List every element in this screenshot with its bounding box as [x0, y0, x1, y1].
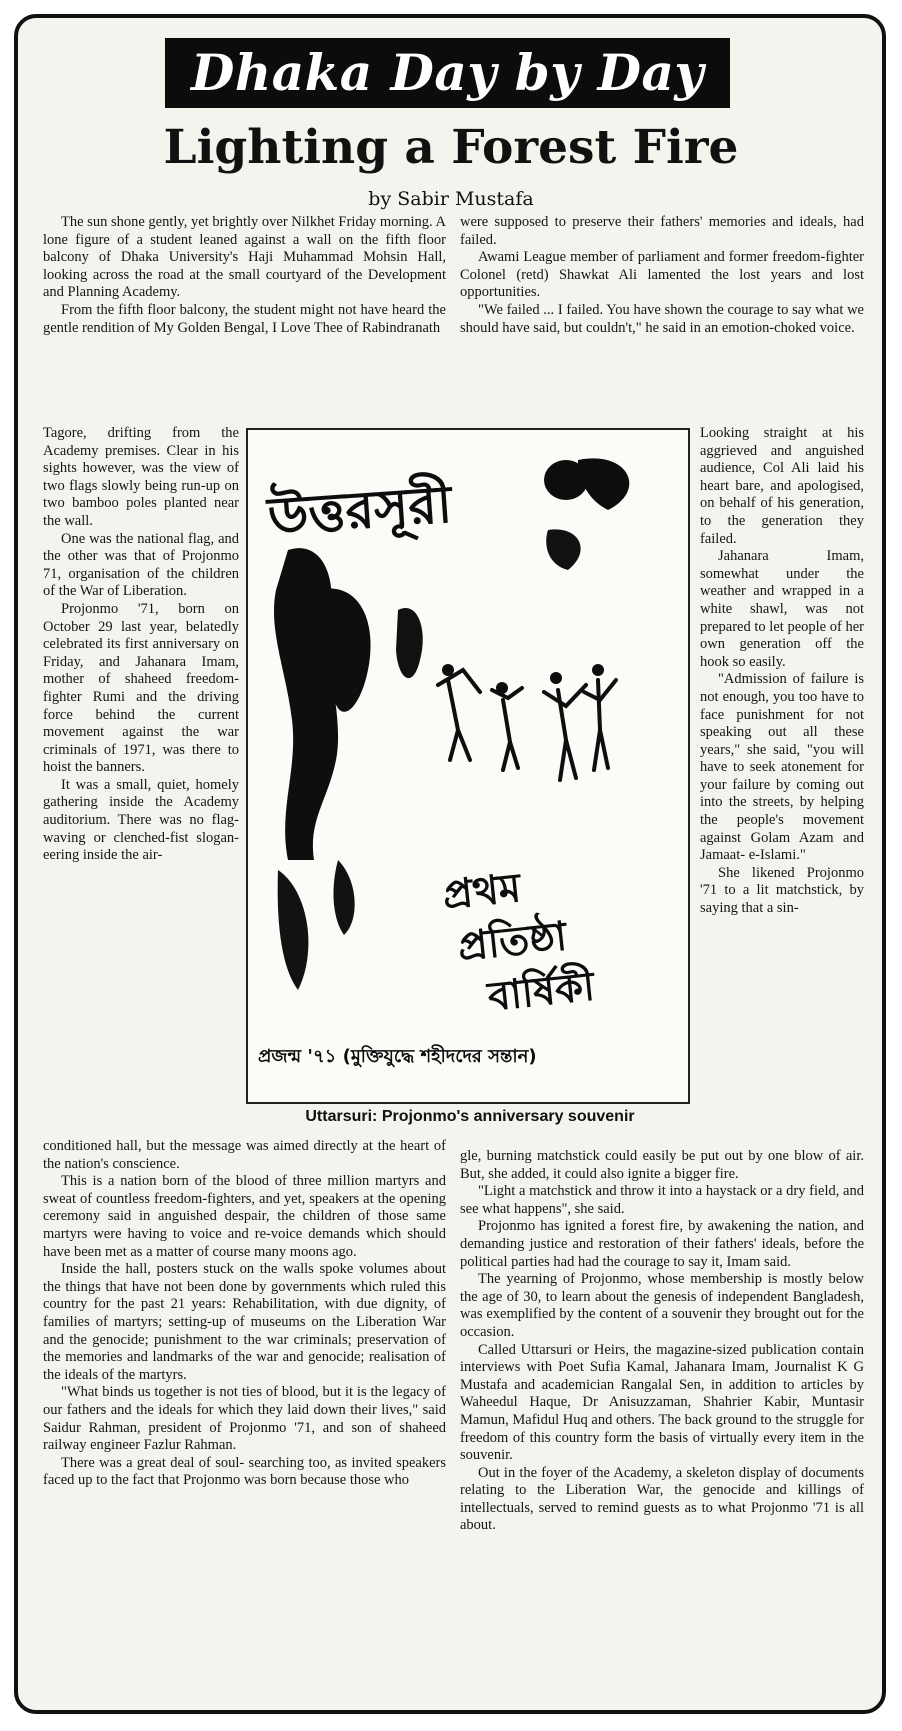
col2-narrow-text	[700, 425, 864, 918]
paragraph: Projonmo '71, born on October 29 last year, belatedly celebrated its first anniversary on Friday, and Jahanara Imam, mother of shaheed freedom-fighter Rumi and the driving force behind the current movement against the war criminals of 1971, was there to hoist the banners.	[43, 600, 239, 776]
paragraph: She likened Projonmo '71 to a lit matchstick, by saying that a sin-	[700, 864, 864, 917]
paragraph: Called Uttarsuri or Heirs, the magazine-sized publication contain interviews with Poet Sufia Kamal, Jahanara Imam, Journalist K G Mustafa and academician Rangalal Sen, in addition to articles by Waheedul Haque, Dr Anisuzzaman, Shahrier Kabir, Muntasir Mamun, Mafidul Huq and others. The back ground to the struggle for freedom of this country form the basis of virtually every item in the souvenir.	[460, 1341, 864, 1464]
paragraph: Inside the hall, posters stuck on the walls spoke volumes about the things that have not been done by governments which ruled this country for the past 21 years: Rehabilitation, with due dignity, of families of martyrs; setting-up of museums on the Liberation War and the genocide; punishment to the war criminals; preservation of the memories and landmarks of the war and genocide; realisation of the ideals of the martyrs.	[43, 1261, 446, 1383]
poster-subtitle-line3: বার্ষিকী	[485, 963, 597, 1021]
paragraph: Jahanara Imam, somewhat under the weather and wrapped in a white shawl, was not prepared to let people of her own generation off the hook so easily.	[700, 548, 864, 670]
paragraph: It was a small, quiet, homely gathering inside the Academy auditorium. There was no flag-waving or clenched-fist slogan-eering inside the air-	[43, 776, 239, 864]
col1-bottom-text	[43, 1138, 446, 1490]
paragraph: "We failed ... I failed. You have shown the courage to say what we should have said, but couldn't," he said in an emotion-choked voice.	[460, 301, 864, 336]
souvenir-poster-image	[246, 428, 690, 1104]
headline: Lighting a Forest Fire	[163, 120, 739, 175]
paragraph: Looking straight at his aggrieved and anguished audience, Col Ali laid his heart bare, and apologised, on behalf of his generation, to the generation they failed.	[700, 425, 864, 547]
poster-footer: প্রজন্ম '৭১ (মুক্তিযুদ্ধে শহীদদের সন্তান)	[258, 1046, 537, 1067]
paragraph: This is a nation born of the blood of three million martyrs and sweat of countless freedom-fighters, and yet, speakers at the opening ceremony said in anguished despair, the children of those same martyrs were having to voice and re-voice demands which should have been met as a matter of course many moons ago.	[43, 1173, 446, 1260]
paragraph: "What binds us together is not ties of blood, but it is the legacy of our fathers and the ideals for which they laid down their lives," said Saidur Rahman, president of Projonmo '71, and son of shaheed railway engineer Fazlur Rahman.	[43, 1384, 446, 1454]
paragraph: Awami League member of parliament and former freedom-fighter Colonel (retd) Shawkat Ali lamented the lost years and lost opportunities.	[460, 249, 864, 301]
col2-top-text	[460, 214, 864, 337]
poster-caption: Uttarsuri: Projonmo's anniversary souvenir	[305, 1108, 635, 1125]
poster-title: উত্তরসূরী	[265, 474, 454, 548]
paragraph: conditioned hall, but the message was aimed directly at the heart of the nation's conscience.	[43, 1138, 446, 1172]
paragraph: "Admission of failure is not enough, you too have to face punishment for not speaking out all these years," she said, "you will have to seek atonement for your failure by coming out into the streets, by helping the people's movement against Golam Azam and Jamaat- e-Islami."	[700, 671, 864, 864]
paragraph: were supposed to preserve their fathers' memories and ideals, had failed.	[460, 214, 864, 248]
paragraph: gle, burning matchstick could easily be put out by one blow of air. But, she added, it could also ignite a bigger fire.	[460, 1148, 864, 1182]
paragraph: The sun shone gently, yet brightly over Nilkhet Friday morning. A lone figure of a student leaned against a wall on the fifth floor balcony of Dhaka University's Haji Muhammad Mohsin Hall, looking across the road at the small courtyard of the Development and Planning Academy.	[43, 214, 446, 301]
paragraph: Tagore, drifting from the Academy premises. Clear in his sights however, was the view of two flags slowly being run-up on two bamboo poles planted near the wall.	[43, 425, 239, 529]
col1-top-text	[43, 214, 446, 337]
paragraph: One was the national flag, and the other was that of Projonmo 71, organisation of the children of the War of Liberation.	[43, 530, 239, 600]
paragraph: "Light a matchstick and throw it into a haystack or a dry field, and see what happens", she said.	[460, 1183, 864, 1217]
paragraph: Out in the foyer of the Academy, a skeleton display of documents relating to the Liberation War, the genocide and killings of intellectuals, served to remind guests as to what Projonmo '71 is all about.	[460, 1464, 864, 1534]
poster-subtitle-line2: প্রতিষ্ঠা	[455, 913, 569, 971]
paragraph: Projonmo has ignited a forest fire, by awakening the nation, and demanding justice and restoration of their fathers' ideals, before the political parties had had the courage to say it, Imam said.	[460, 1218, 864, 1270]
col1-narrow-text	[43, 425, 239, 865]
section-banner: Dhaka Day by Day	[165, 38, 730, 108]
paragraph: From the fifth floor balcony, the student might not have heard the gentle rendition of My Golden Bengal, I Love Thee of Rabindranath	[43, 301, 446, 336]
paragraph: The yearning of Projonmo, whose membership is mostly below the age of 30, to learn about the genesis of independent Bangladesh, was exemplified by the content of a souvenir they brought out for the occasion.	[460, 1271, 864, 1340]
poster-subtitle-line1: প্রথম	[440, 865, 524, 919]
col2-bottom-text	[460, 1148, 864, 1535]
byline: by Sabir Mustafa	[368, 188, 534, 210]
paragraph: There was a great deal of soul- searching too, as invited speakers faced up to the fact that Projonmo was born because those who	[43, 1454, 446, 1489]
